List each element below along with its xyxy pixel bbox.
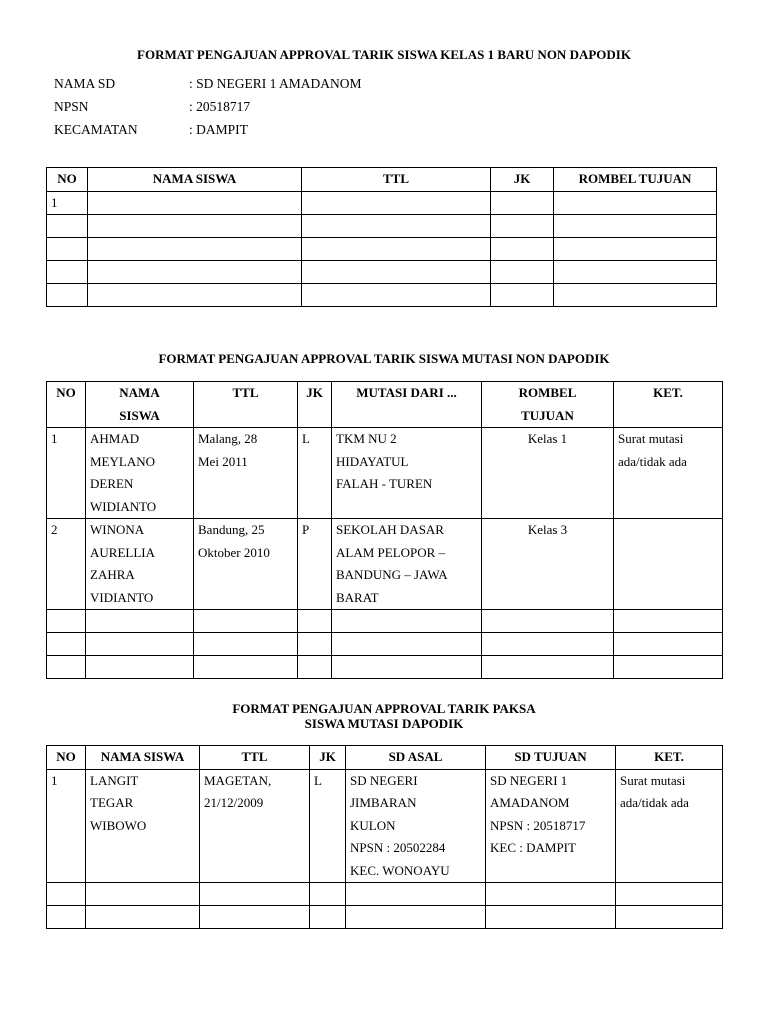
header-jk: JK bbox=[310, 746, 346, 770]
cell-sd-tujuan: SD NEGERI 1 AMADANOM NPSN : 20518717 KEC : DAMPIT bbox=[486, 769, 616, 883]
cell-ttl: Bandung, 25 Oktober 2010 bbox=[194, 519, 298, 610]
cell-empty bbox=[47, 261, 88, 284]
header-jk: JK bbox=[298, 382, 332, 428]
cell-empty bbox=[554, 191, 717, 215]
cell-empty bbox=[332, 633, 482, 656]
cell-nama: AHMAD MEYLANO DEREN WIDIANTO bbox=[86, 428, 194, 519]
cell-empty bbox=[298, 610, 332, 633]
cell-rombel: Kelas 3 bbox=[482, 519, 614, 610]
cell-ket: Surat mutasi ada/tidak ada bbox=[614, 428, 723, 519]
info-value: : SD NEGERI 1 AMADANOM bbox=[189, 76, 362, 91]
table-header-row bbox=[47, 746, 723, 770]
cell-empty bbox=[554, 215, 717, 238]
cell-empty bbox=[47, 883, 86, 906]
cell-empty bbox=[482, 656, 614, 679]
cell-nama: LANGIT TEGAR WIBOWO bbox=[86, 769, 200, 883]
header-ket: KET. bbox=[616, 746, 723, 770]
cell-jk: P bbox=[298, 519, 332, 610]
header-no: NO bbox=[47, 746, 86, 770]
info-label: NAMA SD bbox=[54, 76, 116, 91]
cell-empty bbox=[47, 284, 88, 307]
header-nama-siswa: NAMA SISWA bbox=[86, 382, 194, 428]
cell-empty bbox=[482, 610, 614, 633]
cell-empty bbox=[298, 633, 332, 656]
cell-empty bbox=[332, 656, 482, 679]
header-sd-tujuan: SD TUJUAN bbox=[486, 746, 616, 770]
cell-empty bbox=[616, 883, 723, 906]
section3-title-line2: SISWA MUTASI DAPODIK bbox=[304, 716, 464, 731]
cell-empty bbox=[346, 906, 486, 929]
cell-empty bbox=[491, 284, 554, 307]
header-rombel-tujuan: ROMBEL TUJUAN bbox=[554, 168, 717, 192]
school-info bbox=[54, 74, 362, 143]
cell-empty bbox=[47, 633, 86, 656]
cell-jk: L bbox=[310, 769, 346, 883]
section1-title: FORMAT PENGAJUAN APPROVAL TARIK SISWA KELAS 1 BARU NON DAPODIK bbox=[137, 47, 631, 62]
cell-empty bbox=[614, 633, 723, 656]
cell-nama: WINONA AURELLIA ZAHRA VIDIANTO bbox=[86, 519, 194, 610]
cell-empty bbox=[302, 215, 491, 238]
info-label: KECAMATAN bbox=[54, 122, 138, 137]
info-row-npsn bbox=[54, 97, 362, 120]
cell-empty bbox=[302, 191, 491, 215]
table-row bbox=[47, 633, 723, 656]
cell-empty bbox=[486, 906, 616, 929]
cell-empty bbox=[310, 906, 346, 929]
cell-empty bbox=[332, 610, 482, 633]
cell-empty bbox=[86, 906, 200, 929]
table-row bbox=[47, 656, 723, 679]
cell-no: 1 bbox=[47, 428, 86, 519]
info-row-nama-sd bbox=[54, 74, 362, 97]
header-no: NO bbox=[47, 382, 86, 428]
section3-title-line1: FORMAT PENGAJUAN APPROVAL TARIK PAKSA bbox=[232, 701, 536, 716]
cell-empty bbox=[88, 215, 302, 238]
cell-empty bbox=[302, 284, 491, 307]
cell-empty bbox=[47, 238, 88, 261]
header-ttl: TTL bbox=[302, 168, 491, 192]
cell-no: 1 bbox=[47, 769, 86, 883]
cell-empty bbox=[86, 883, 200, 906]
cell-empty bbox=[554, 284, 717, 307]
cell-empty bbox=[86, 633, 194, 656]
header-jk: JK bbox=[491, 168, 554, 192]
cell-empty bbox=[47, 656, 86, 679]
header-mutasi-dari: MUTASI DARI ... bbox=[332, 382, 482, 428]
table-row bbox=[47, 610, 723, 633]
info-value: : 20518717 bbox=[189, 99, 251, 114]
table-row bbox=[47, 769, 723, 883]
cell-empty bbox=[302, 261, 491, 284]
cell-empty bbox=[486, 883, 616, 906]
cell-empty bbox=[88, 261, 302, 284]
table-row bbox=[47, 519, 723, 610]
cell-sd-asal: SD NEGERI JIMBARAN KULON NPSN : 20502284 KEC. WONOAYU bbox=[346, 769, 486, 883]
cell-empty bbox=[346, 883, 486, 906]
cell-ttl: Malang, 28 Mei 2011 bbox=[194, 428, 298, 519]
table-mutasi-dapodik bbox=[46, 745, 723, 929]
cell-jk: L bbox=[298, 428, 332, 519]
cell-ket: Surat mutasi ada/tidak ada bbox=[616, 769, 723, 883]
cell-empty bbox=[491, 191, 554, 215]
cell-empty bbox=[491, 238, 554, 261]
cell-empty bbox=[194, 656, 298, 679]
cell-empty bbox=[310, 883, 346, 906]
cell-empty bbox=[88, 284, 302, 307]
cell-empty bbox=[47, 610, 86, 633]
cell-empty bbox=[88, 191, 302, 215]
section3-title bbox=[0, 701, 768, 731]
cell-empty bbox=[491, 215, 554, 238]
table-header-row bbox=[47, 168, 717, 192]
header-rombel-tujuan: ROMBEL TUJUAN bbox=[482, 382, 614, 428]
table-row bbox=[47, 428, 723, 519]
cell-empty bbox=[194, 633, 298, 656]
info-row-kecamatan bbox=[54, 120, 362, 143]
cell-rombel: Kelas 1 bbox=[482, 428, 614, 519]
header-ttl: TTL bbox=[194, 382, 298, 428]
cell-ttl: MAGETAN, 21/12/2009 bbox=[200, 769, 310, 883]
info-value: : DAMPIT bbox=[189, 122, 248, 137]
header-nama-siswa: NAMA SISWA bbox=[88, 168, 302, 192]
table-row bbox=[47, 238, 717, 261]
cell-empty bbox=[86, 656, 194, 679]
cell-empty bbox=[298, 656, 332, 679]
table-row bbox=[47, 883, 723, 906]
cell-no: 1 bbox=[47, 191, 88, 215]
table-row bbox=[47, 284, 717, 307]
table-mutasi-non-dapodik bbox=[46, 381, 723, 679]
cell-empty bbox=[194, 610, 298, 633]
cell-empty bbox=[614, 656, 723, 679]
table-row bbox=[47, 191, 717, 215]
header-nama-siswa: NAMA SISWA bbox=[86, 746, 200, 770]
cell-empty bbox=[200, 906, 310, 929]
cell-empty bbox=[200, 883, 310, 906]
cell-empty bbox=[614, 610, 723, 633]
table-row bbox=[47, 906, 723, 929]
cell-empty bbox=[86, 610, 194, 633]
cell-no: 2 bbox=[47, 519, 86, 610]
header-ttl: TTL bbox=[200, 746, 310, 770]
cell-empty bbox=[88, 238, 302, 261]
info-label: NPSN bbox=[54, 99, 89, 114]
table-row bbox=[47, 215, 717, 238]
cell-empty bbox=[491, 261, 554, 284]
cell-empty bbox=[482, 633, 614, 656]
cell-empty bbox=[554, 238, 717, 261]
table-kelas1-baru bbox=[46, 167, 717, 307]
cell-empty bbox=[47, 906, 86, 929]
cell-empty bbox=[616, 906, 723, 929]
section2-title: FORMAT PENGAJUAN APPROVAL TARIK SISWA MUTASI NON DAPODIK bbox=[158, 351, 610, 366]
cell-empty bbox=[47, 215, 88, 238]
table-header-row bbox=[47, 382, 723, 428]
header-no: NO bbox=[47, 168, 88, 192]
cell-empty bbox=[554, 261, 717, 284]
header-ket: KET. bbox=[614, 382, 723, 428]
cell-empty bbox=[302, 238, 491, 261]
table-row bbox=[47, 261, 717, 284]
cell-mutasi: TKM NU 2 HIDAYATUL FALAH - TUREN bbox=[332, 428, 482, 519]
header-sd-asal: SD ASAL bbox=[346, 746, 486, 770]
cell-ket bbox=[614, 519, 723, 610]
cell-mutasi: SEKOLAH DASAR ALAM PELOPOR – BANDUNG – JAWA BARAT bbox=[332, 519, 482, 610]
